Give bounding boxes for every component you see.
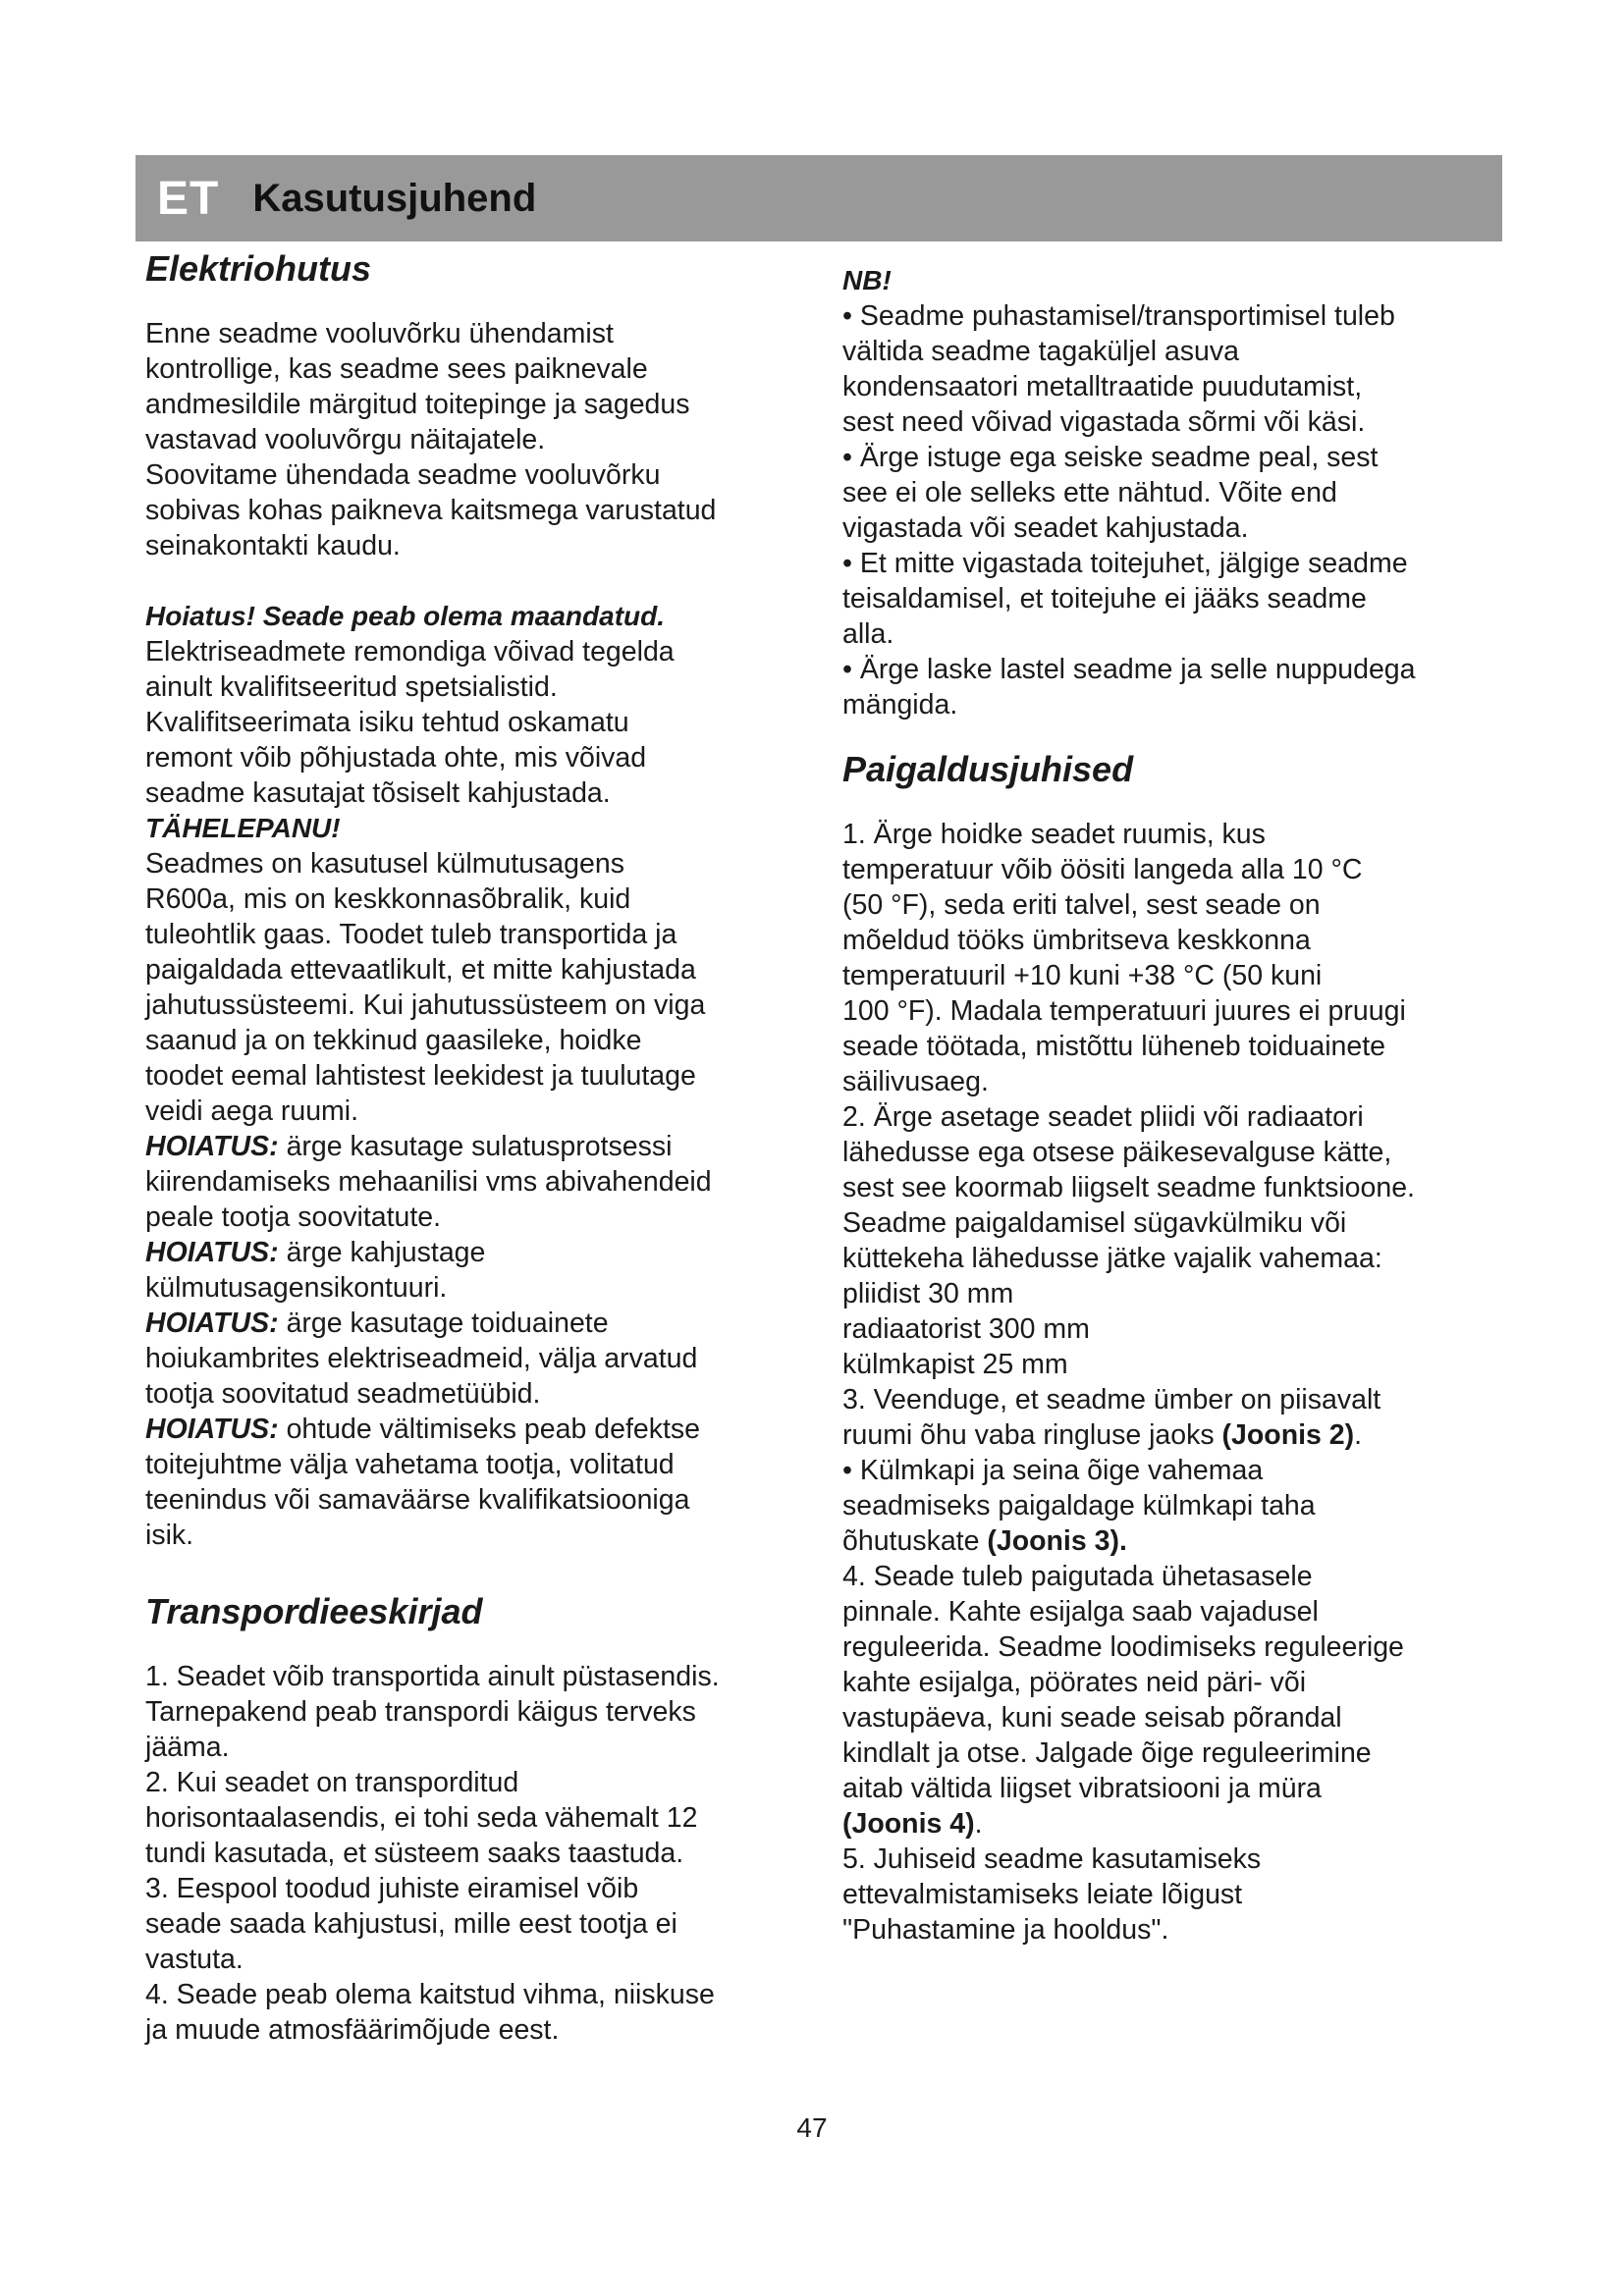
text-line: (50 °F), seda eriti talvel, sest seade on — [842, 889, 1321, 921]
text-line: vigastada või seadet kahjustada. — [842, 512, 1249, 544]
text-line: vastavad vooluvõrgu näitajatele. — [145, 424, 546, 455]
warning-4 — [145, 1412, 793, 1553]
warning-label: HOIATUS: — [145, 1414, 279, 1445]
text-line: R600a, mis on keskkonnasõbralik, kuid — [145, 883, 631, 915]
text-line: • Ärge istuge ega seiske seadme peal, sest — [842, 442, 1379, 473]
text-line: • Ärge laske lastel seadme ja selle nuppudega — [842, 654, 1416, 685]
text-line: • Et mitte vigastada toitejuhet, jälgige seadme — [842, 548, 1408, 579]
text-line: "Puhastamine ja hooldus". — [842, 1914, 1169, 1946]
text-line: Enne seadme vooluvõrku ühendamist — [145, 318, 614, 349]
elektriohutus-text — [145, 316, 793, 563]
text-line: toitejuhtme välja vahetama tootja, volitatud — [145, 1449, 675, 1480]
text-line: tuleohtlik gaas. Toodet tuleb transportida ja — [145, 919, 677, 950]
left-column — [145, 245, 793, 2048]
text-line: pliidist 30 mm — [842, 1278, 1014, 1309]
text-line: külmkapist 25 mm — [842, 1349, 1068, 1380]
text-line: Elektriseadmete remondiga võivad tegelda — [145, 636, 675, 667]
text-line — [842, 1523, 1502, 1559]
text-line — [145, 1306, 793, 1341]
text-line: aitab vältida liigset vibratsiooni ja müra — [842, 1773, 1322, 1804]
text-line: saanud ja on tekkinud gaasileke, hoidke — [145, 1025, 642, 1056]
text-line: Tarnepakend peab transpordi käigus terveks — [145, 1696, 696, 1728]
text-line — [145, 1129, 793, 1164]
text-line: radiaatorist 300 mm — [842, 1313, 1090, 1345]
text-line: hoiukambrites elektriseadmeid, välja arvatud — [145, 1343, 698, 1374]
text-line: temperatuuril +10 kuni +38 °C (50 kuni — [842, 960, 1323, 991]
text-line: temperatuur võib öösiti langeda alla 10 °C — [842, 854, 1363, 885]
text-line: säilivusaeg. — [842, 1066, 989, 1097]
section-title-elektriohutus: Elektriohutus — [145, 248, 372, 289]
text-line: küttekeha lähedusse jätke vajalik vahemaa: — [842, 1243, 1382, 1274]
text-line: ettevalmistamiseks leiate lõigust — [842, 1879, 1243, 1910]
manual-title: Kasutusjuhend — [252, 176, 537, 220]
text-line: kiirendamiseks mehaanilisi vms abivahendeid — [145, 1166, 712, 1198]
text-line: • Külmkapi ja seina õige vahemaa — [842, 1455, 1264, 1486]
text-line — [145, 1235, 793, 1270]
figure-reference: (Joonis 2) — [1221, 1419, 1355, 1451]
section-title-paigaldusjuhised: Paigaldusjuhised — [842, 749, 1134, 789]
text-line: tootja soovitatud seadmetüübid. — [145, 1378, 541, 1410]
text-line: seadme kasutajat tõsiselt kahjustada. — [145, 777, 611, 809]
text-line: ja muude atmosfäärimõjude eest. — [145, 2014, 560, 2046]
warning-text: ohtude vältimiseks peab defektse — [286, 1414, 700, 1445]
text-line: reguleerida. Seadme loodimiseks reguleerige — [842, 1631, 1404, 1663]
text-line: 4. Seade tuleb paigutada ühetasasele — [842, 1561, 1313, 1592]
tahelepanu-heading: TÄHELEPANU! — [145, 813, 341, 843]
text-line: paigaldada ettevaatlikult, et mitte kahjustada — [145, 954, 696, 986]
text-line: kondensaatori metalltraatide puudutamist, — [842, 371, 1363, 402]
text-line: lähedusse ega otsese päikesevalguse kätte, — [842, 1137, 1392, 1168]
text-line: seadmiseks paigaldage külmkapi taha — [842, 1490, 1316, 1522]
text-span: . — [974, 1808, 983, 1840]
text-line: vastuta. — [145, 1944, 244, 1975]
text-line: seinakontakti kaudu. — [145, 530, 401, 561]
text-line: teenindus või samaväärse kvalifikatsiooniga — [145, 1484, 690, 1516]
warning-1 — [145, 1129, 793, 1235]
warning-label: HOIATUS: — [145, 1237, 279, 1268]
text-line: 1. Seadet võib transportida ainult püstasendis. — [145, 1661, 720, 1692]
section-title-transpordieeskirjad: Transpordieeskirjad — [145, 1591, 483, 1631]
text-line: ainult kvalifitseeritud spetsialistid. — [145, 671, 558, 703]
hoiatus-text — [145, 634, 793, 811]
text-line: mõeldud tööks ümbritseva keskkonna — [842, 925, 1311, 956]
text-line: seade saada kahjustusi, mille eest tootja ei — [145, 1908, 677, 1940]
text-line — [842, 1806, 1502, 1842]
text-line: mängida. — [842, 689, 958, 721]
text-line: jääma. — [145, 1732, 230, 1763]
warning-label: HOIATUS: — [145, 1308, 279, 1339]
warning-text: ärge kasutage toiduainete — [286, 1308, 609, 1339]
text-line: vältida seadme tagaküljel asuva — [842, 336, 1239, 367]
text-line: sobivas kohas paikneva kaitsmega varustatud — [145, 495, 717, 526]
text-line: Seadmes on kasutusel külmutusagens — [145, 848, 624, 880]
text-line: horisontaalasendis, ei tohi seda vähemalt 12 — [145, 1802, 698, 1834]
text-line — [842, 1417, 1502, 1453]
text-line: Kvalifitseerimata isiku tehtud oskamatu — [145, 707, 629, 738]
nb-text — [842, 298, 1502, 722]
warning-label: HOIATUS: — [145, 1131, 279, 1162]
text-line: alla. — [842, 618, 894, 650]
text-line: külmutusagensikontuuri. — [145, 1272, 448, 1304]
text-span: . — [1354, 1419, 1363, 1451]
warning-2 — [145, 1235, 793, 1306]
text-line: andmesildile märgitud toitepinge ja sagedus — [145, 389, 690, 420]
text-line: 3. Eespool toodud juhiste eiramisel võib — [145, 1873, 639, 1904]
text-line: 4. Seade peab olema kaitstud vihma, niiskuse — [145, 1979, 715, 2010]
language-code: ET — [157, 172, 220, 225]
text-line: 3. Veenduge, et seadme ümber on piisavalt — [842, 1384, 1381, 1415]
page-number: 47 — [796, 2112, 828, 2143]
text-line: toodet eemal lahtistest leekidest ja tuulutage — [145, 1060, 696, 1092]
text-line: jahutussüsteemi. Kui jahutussüsteem on viga — [145, 989, 706, 1021]
text-line: seade töötada, mistõttu lüheneb toiduainete — [842, 1031, 1385, 1062]
text-line: • Seadme puhastamisel/transportimisel tuleb — [842, 300, 1395, 332]
text-line: kindlalt ja otse. Jalgade õige reguleerimine — [842, 1737, 1372, 1769]
text-line: kontrollige, kas seadme sees paiknevale — [145, 353, 648, 385]
warning-text: ärge kahjustage — [286, 1237, 486, 1268]
text-line: 2. Ärge asetage seadet pliidi või radiaatori — [842, 1101, 1364, 1133]
nb-heading: NB! — [842, 265, 892, 295]
text-line: isik. — [145, 1520, 194, 1551]
text-line: 2. Kui seadet on transporditud — [145, 1767, 519, 1798]
text-line: sest need võivad vigastada sõrmi või käsi. — [842, 406, 1366, 438]
text-line: peale tootja soovitatute. — [145, 1201, 442, 1233]
text-line: vastupäeva, kuni seade seisab põrandal — [842, 1702, 1342, 1734]
text-line: 100 °F). Madala temperatuuri juures ei pruugi — [842, 995, 1406, 1027]
right-column — [842, 263, 1502, 1948]
text-line: 1. Ärge hoidke seadet ruumis, kus — [842, 819, 1266, 850]
text-line — [145, 1412, 793, 1447]
figure-reference: (Joonis 4) — [842, 1808, 975, 1840]
text-span: ruumi õhu vaba ringluse jaoks — [842, 1419, 1222, 1451]
text-line: Seadme paigaldamisel sügavkülmiku või — [842, 1207, 1347, 1239]
text-span: õhutuskate — [842, 1525, 988, 1557]
text-line: veidi aega ruumi. — [145, 1095, 359, 1127]
hoiatus-heading: Hoiatus! Seade peab olema maandatud. — [145, 601, 666, 631]
transport-text — [145, 1659, 793, 2048]
warning-text: ärge kasutage sulatusprotsessi — [286, 1131, 673, 1162]
text-line: tundi kasutada, et süsteem saaks taastuda. — [145, 1838, 684, 1869]
text-line: see ei ole selleks ette nähtud. Võite end — [842, 477, 1337, 508]
text-line: pinnale. Kahte esijalga saab vajadusel — [842, 1596, 1319, 1628]
header-banner — [135, 155, 1502, 241]
warning-3 — [145, 1306, 793, 1412]
text-line: teisaldamisel, et toitejuhe ei jääks seadme — [842, 583, 1367, 614]
text-line: sest see koormab liigselt seadme funktsioone. — [842, 1172, 1415, 1203]
tahelepanu-text — [145, 846, 793, 1129]
text-line: kahte esijalga, pöörates neid päri- või — [842, 1667, 1307, 1698]
text-line: Soovitame ühendada seadme vooluvõrku — [145, 459, 661, 491]
text-line: remont võib põhjustada ohte, mis võivad — [145, 742, 647, 774]
figure-reference: (Joonis 3). — [987, 1525, 1127, 1557]
text-line: 5. Juhiseid seadme kasutamiseks — [842, 1843, 1262, 1875]
paigaldus-text — [842, 817, 1502, 1948]
